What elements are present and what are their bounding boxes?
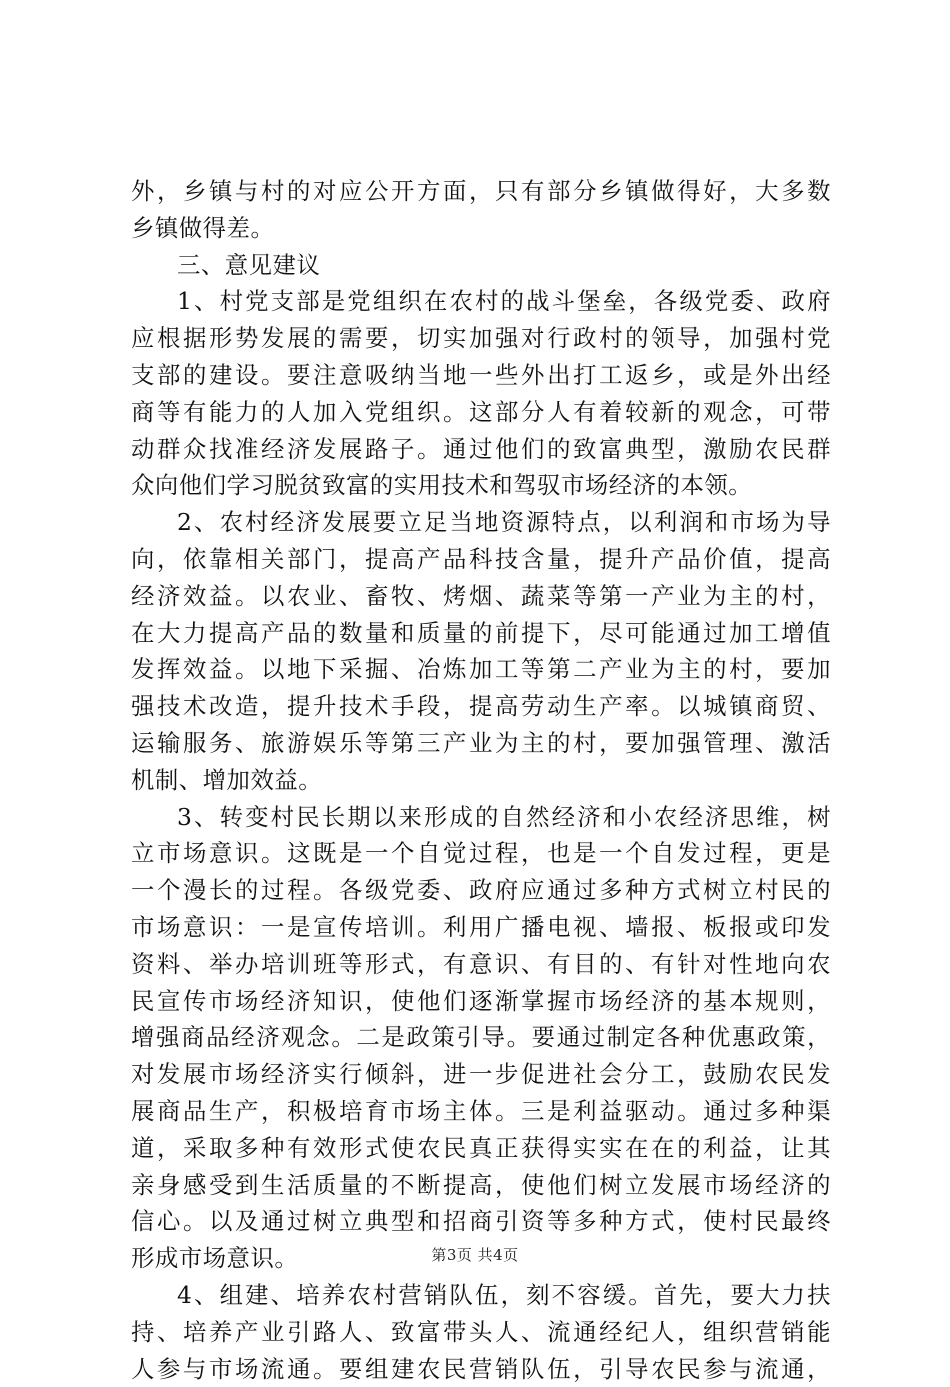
text-line: 形成市场意识。 [131,1240,831,1277]
document-body [131,173,831,1387]
text-line: 强技术改造，提升技术手段，提高劳动生产率。以城镇商贸、 [131,688,831,725]
text-line: 亲身感受到生活质量的不断提高，使他们树立发展市场经济的 [131,1167,831,1204]
text-line: 3、转变村民长期以来形成的自然经济和小农经济思维，树 [131,799,831,836]
text-line: 持、培养产业引路人、致富带头人、流通经纪人，组织营销能 [131,1314,831,1351]
text-line: 市场意识：一是宣传培训。利用广播电视、墙报、板报或印发 [131,909,831,946]
text-line: 2、农村经济发展要立足当地资源特点，以利润和市场为导 [131,504,831,541]
text-line: 对发展市场经济实行倾斜，进一步促进社会分工，鼓励农民发 [131,1056,831,1093]
text-line: 资料、举办培训班等形式，有意识、有目的、有针对性地向农 [131,946,831,983]
text-line: 立市场意识。这既是一个自觉过程，也是一个自发过程，更是 [131,835,831,872]
text-line: 发挥效益。以地下采掘、冶炼加工等第二产业为主的村，要加 [131,651,831,688]
text-line: 道，采取多种有效形式使农民真正获得实实在在的利益，让其 [131,1130,831,1167]
text-line: 外，乡镇与村的对应公开方面，只有部分乡镇做得好，大多数 [131,173,831,210]
text-line: 民宣传市场经济知识，使他们逐渐掌握市场经济的基本规则， [131,983,831,1020]
text-line: 人参与市场流通。要组建农民营销队伍，引导农民参与流通， [131,1351,831,1387]
text-line: 动群众找准经济发展路子。通过他们的致富典型，激励农民群 [131,431,831,468]
text-line: 经济效益。以农业、畜牧、烤烟、蔬菜等第一产业为主的村， [131,578,831,615]
section-heading [131,247,831,284]
text-line: 机制、增加效益。 [131,762,831,799]
paragraph-continuation [131,173,831,247]
text-line: 信心。以及通过树立典型和招商引资等多种方式，使村民最终 [131,1203,831,1240]
paragraph-item-2 [131,504,831,798]
page-number-label: 第3页 共4页 [431,1246,518,1264]
text-line: 应根据形势发展的需要，切实加强对行政村的领导，加强村党 [131,320,831,357]
heading-line: 三、意见建议 [131,247,831,284]
paragraph-item-1 [131,283,831,504]
paragraph-item-4 [131,1277,831,1387]
text-line: 向，依靠相关部门，提高产品科技含量，提升产品价值，提高 [131,541,831,578]
text-line: 商等有能力的人加入党组织。这部分人有着较新的观念，可带 [131,394,831,431]
paragraph-item-3 [131,799,831,1277]
text-line: 众向他们学习脱贫致富的实用技术和驾驭市场经济的本领。 [131,467,831,504]
text-line: 在大力提高产品的数量和质量的前提下，尽可能通过加工增值 [131,615,831,652]
text-line: 运输服务、旅游娱乐等第三产业为主的村，要加强管理、激活 [131,725,831,762]
text-line: 4、组建、培养农村营销队伍，刻不容缓。首先，要大力扶 [131,1277,831,1314]
text-line: 展商品生产，积极培育市场主体。三是利益驱动。通过多种渠 [131,1093,831,1130]
text-line: 支部的建设。要注意吸纳当地一些外出打工返乡，或是外出经 [131,357,831,394]
text-line: 1、村党支部是党组织在农村的战斗堡垒，各级党委、政府 [131,283,831,320]
text-line: 增强商品经济观念。二是政策引导。要通过制定各种优惠政策， [131,1019,831,1056]
page-footer [0,1244,950,1265]
text-line: 一个漫长的过程。各级党委、政府应通过多种方式树立村民的 [131,872,831,909]
text-line: 乡镇做得差。 [131,210,831,247]
